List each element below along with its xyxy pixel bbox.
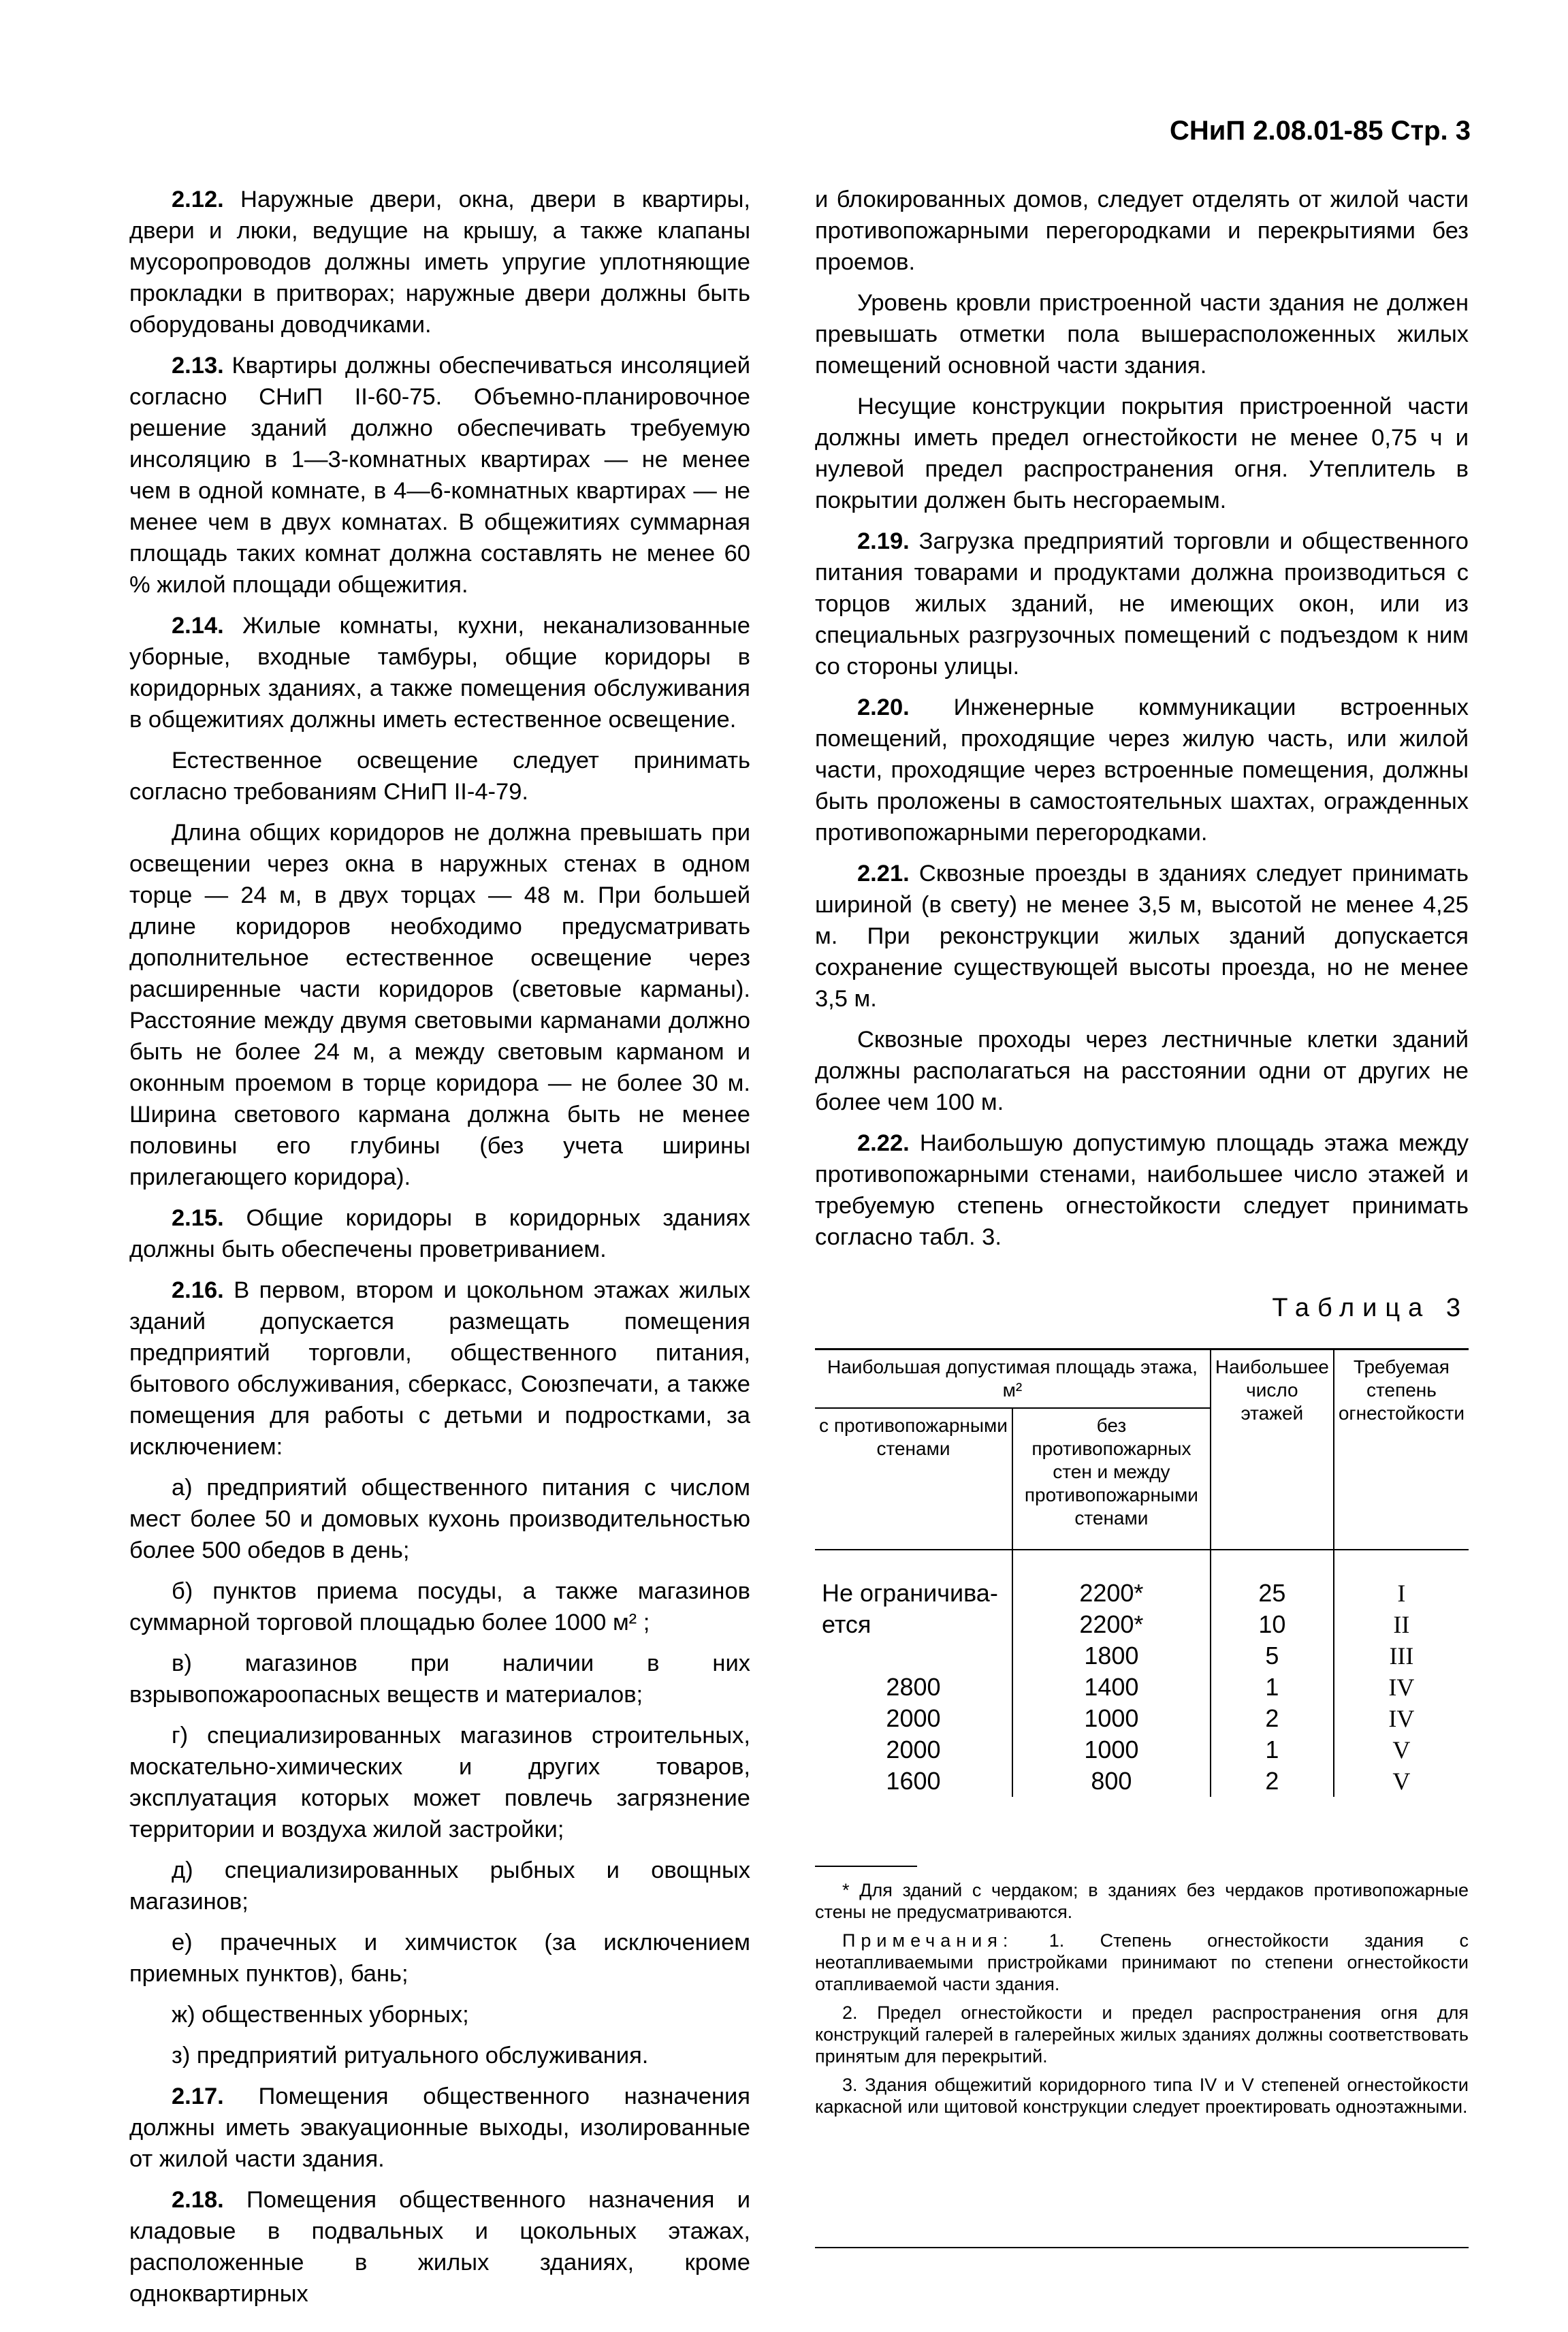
left-column (129, 184, 750, 2319)
list-item: ж) общественных уборных; (172, 2002, 469, 2028)
fire-resistance-table (815, 1348, 1469, 1797)
page-header: СНиП 2.08.01-85 Стр. 3 (1170, 116, 1471, 146)
paragraph: и блокированных домов, следует отделять от жилой части противопожарными перегородками и перекрытиями без проемов. (815, 187, 1469, 275)
table-row: 2000 1000 2 IV (815, 1703, 1469, 1734)
table-row: 1600 800 2 V (815, 1766, 1469, 1797)
paragraph: Уровень кровли пристроенной части здания не должен превышать отметки пола вышерасположенных жилых помещений основной части здания. (815, 290, 1469, 379)
paragraph: 2.12. Наружные двери, окна, двери в квартиры, двери и люки, ведущие на крышу, а также клапаны мусоропроводов должны иметь упругие уплотняющие прокладки в притворах; наружные двери должны быть оборудованы доводчиками. (129, 187, 750, 338)
table-row: 2800 1400 1 IV (815, 1672, 1469, 1703)
paragraph: Несущие конструкции покрытия пристроенной части должны иметь предел огнестойкости не менее 0,75 ч и нулевой предел распространения огня. Утеплитель в покрытии должен быть несгораемым. (815, 394, 1469, 513)
note-3: 3. Здания общежитий коридорного типа IV и V степеней огнестойкости каркасной или щитовой конструкции следует проектировать одноэтажными. (815, 2075, 1469, 2117)
list-item: б) пунктов приема посуды, а также магазинов суммарной торговой площадью более 1000 м² ; (129, 1578, 750, 1635)
table-row: ется 2200* 10 II (815, 1609, 1469, 1640)
header-max-floors: Наибольшее число этажей (1211, 1349, 1334, 1550)
paragraph: 2.16. В первом, втором и цокольном этажах жилых зданий допускается размещать помещения предприятий торговли, общественного питания, бытового обслуживания, сберкасс, Союзпечати, а также помещения для работы с детьми и подростками, за исключением: (129, 1277, 750, 1460)
footnote-divider (815, 1866, 917, 1867)
paragraph: 2.19. Загрузка предприятий торговли и общественного питания товарами и продуктами должна производиться с торцов жилых зданий, не имеющих окон, или из специальных разгрузочных помещений с подъездом к ним со стороны улицы. (815, 528, 1469, 680)
table-row: 2000 1000 1 V (815, 1734, 1469, 1766)
paragraph: 2.18. Помещения общественного назначения и кладовые в подвальных и цокольных этажах, расположенные в жилых зданиях, кроме одноквартирных (129, 2187, 750, 2307)
header-fire-degree: Требуемая степень огнестойкости (1334, 1349, 1469, 1550)
paragraph: 2.17. Помещения общественного назначения должны иметь эвакуационные выходы, изолированные от жилой части здания. (129, 2083, 750, 2172)
list-item: а) предприятий общественного питания с числом мест более 50 и домовых кухонь производительностью более 500 обедов в день; (129, 1475, 750, 1563)
table-title: Таблица 3 (1272, 1294, 1469, 1322)
paragraph: 2.13. Квартиры должны обеспечиваться инсоляцией согласно СНиП II-60-75. Объемно-планировочное решение зданий должно обеспечивать требуемую инсоляцию в 1—3-комнатных квартирах — не менее чем в одной комнате, в 4—6-комнатных квартирах — не менее чем в двух комнатах. В общежитиях суммарная площадь таких комнат должна составлять не менее 60 % жилой площади общежития. (129, 353, 750, 598)
table-notes (815, 1879, 1469, 2124)
list-item: г) специализированных магазинов строительных, москательно-химических и других товаров, эксплуатация которых может повлечь загрязнение территории и воздуха жилой застройки; (129, 1723, 750, 1842)
paragraph: Длина общих коридоров не должна превышать при освещении через окна в наружных стенах в одном торце — 24 м, в двух торцах — 48 м. При большей длине коридоров необходимо предусматривать дополнительное естественное освещение через расширенные части коридоров (световые карманы). Расстояние между двумя световыми карманами должно быть не более 24 м, а между световым карманом и оконным проемом в торце коридора — не более 30 м. Ширина светового кармана должна быть не менее половины его глубины (без учета ширины прилегающего коридора). (129, 820, 750, 1190)
list-item: е) прачечных и химчисток (за исключением приемных пунктов), бань; (129, 1930, 750, 1987)
note-1: Примечания: 1. Степень огнестойкости здания с неотапливаемыми пристройками принимают по степени огнестойкости отапливаемой части здания. (815, 1930, 1469, 1994)
footnote: * Для зданий с чердаком; в зданиях без чердаков противопожарные стены не предусматриваются. (815, 1880, 1469, 1922)
paragraph: 2.15. Общие коридоры в коридорных зданиях должны быть обеспечены проветриванием. (129, 1205, 750, 1262)
paragraph: Естественное освещение следует принимать согласно требованиям СНиП II-4-79. (129, 748, 750, 805)
table-row: Не ограничива- 2200* 25 I (815, 1550, 1469, 1609)
paragraph: 2.20. Инженерные коммуникации встроенных помещений, проходящие через жилую часть, или жилой части, проходящие через встроенные помещения, должны быть проложены в самостоятельных шахтах, огражденных противопожарными перегородками. (815, 694, 1469, 846)
paragraph: 2.22. Наибольшую допустимую площадь этажа между противопожарными стенами, наибольшее число этажей и требуемую степень огнестойкости следует принимать согласно табл. 3. (815, 1130, 1469, 1250)
list-item: д) специализированных рыбных и овощных магазинов; (129, 1857, 750, 1915)
notes-label: Примечания: (842, 1930, 1014, 1951)
right-column (815, 184, 1469, 1262)
header-with-firewalls: с противопожарными стенами (815, 1408, 1012, 1550)
paragraph: Сквозные проходы через лестничные клетки зданий должны располагаться на расстоянии одни от других не более чем 100 м. (815, 1027, 1469, 1115)
paragraph: 2.14. Жилые комнаты, кухни, неканализованные уборные, входные тамбуры, общие коридоры в коридорных зданиях, а также помещения обслуживания в общежитиях должны иметь естественное освещение. (129, 613, 750, 733)
note-2: 2. Предел огнестойкости и предел распространения огня для конструкций галерей в галерейных жилых зданиях должны соответствовать принятым для перекрытий. (815, 2002, 1469, 2066)
header-max-area: Наибольшая допустимая площадь этажа, м² (815, 1349, 1211, 1409)
list-item: з) предприятий ритуального обслуживания. (172, 2043, 649, 2069)
paragraph: 2.21. Сквозные проезды в зданиях следует принимать шириной (в свету) не менее 3,5 м, высотой не менее 4,25 м. При реконструкции жилых зданий допускается сохранение существующей высоты проезда, но не менее 3,5 м. (815, 861, 1469, 1012)
bottom-divider (815, 2247, 1469, 2248)
list-item: в) магазинов при наличии в них взрывопожароопасных веществ и материалов; (129, 1650, 750, 1708)
table-row: 1800 5 III (815, 1640, 1469, 1672)
header-without-firewalls: без противопожарных стен и между противопожарными стенами (1012, 1408, 1211, 1550)
